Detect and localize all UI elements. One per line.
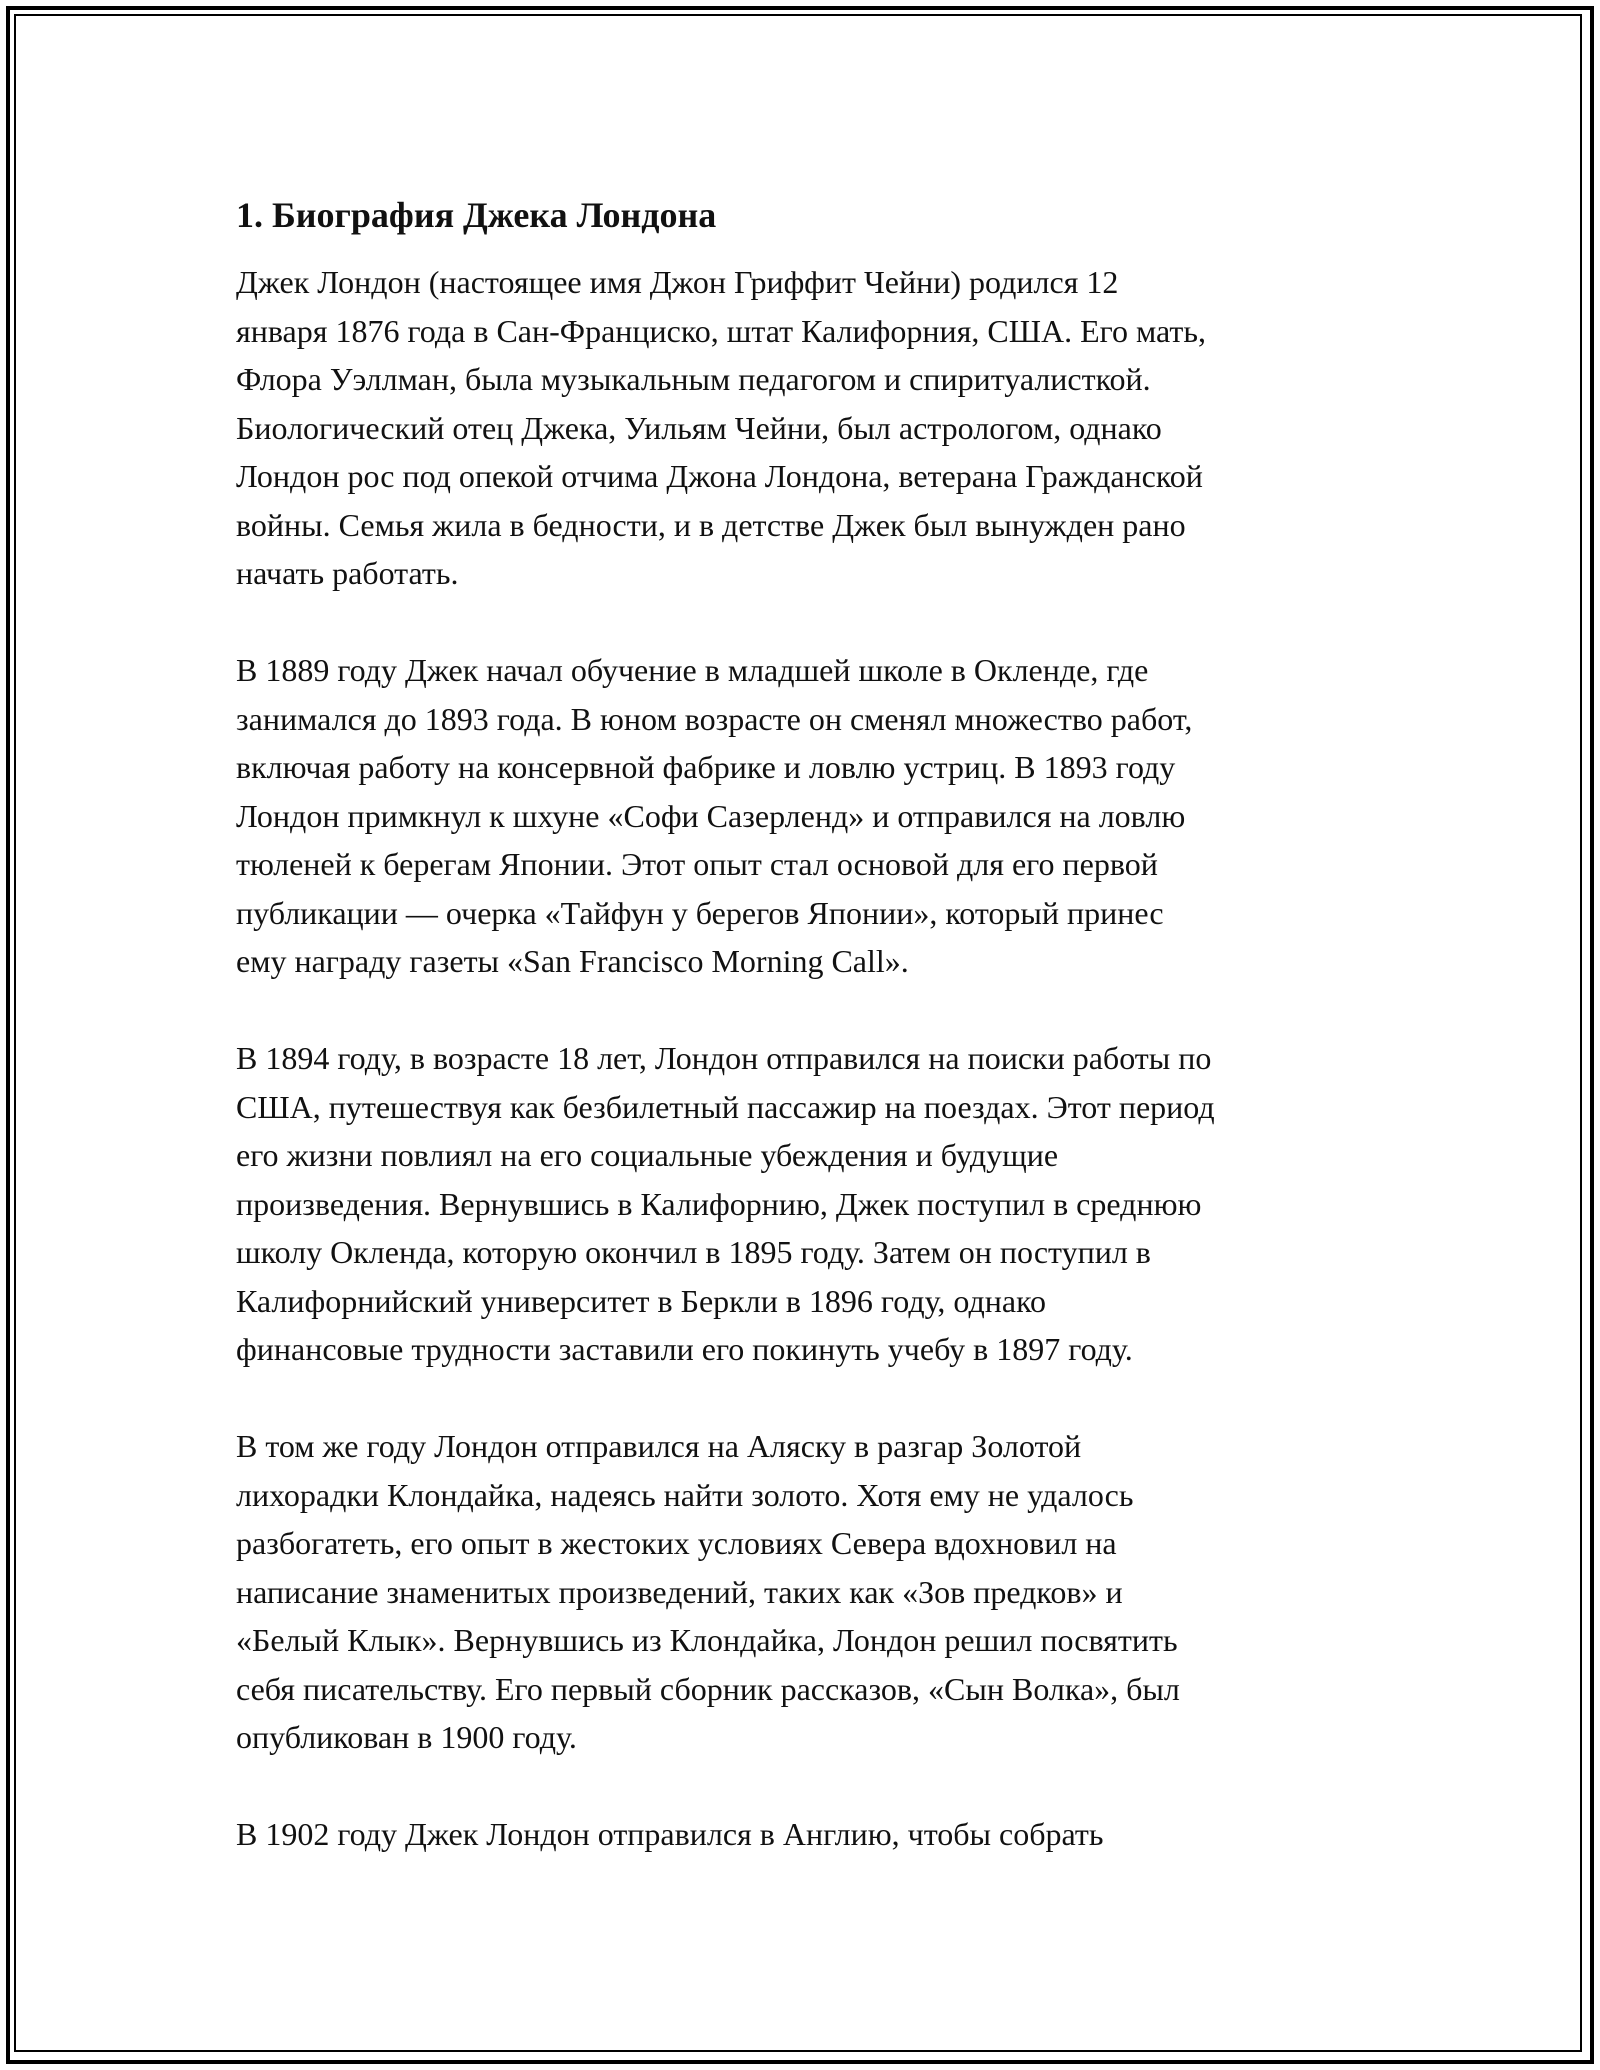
text-line: включая работу на консервной фабрике и ловлю устриц. В 1893 году — [236, 749, 1176, 785]
text-line: публикации — очерка «Тайфун у берегов Японии», который принес — [236, 894, 1164, 931]
text-line: написание знаменитых произведений, таких как «Зов предков» и — [236, 1573, 1123, 1610]
text-line: занимался до 1893 года. В юном возрасте он сменял множество работ, — [236, 700, 1193, 737]
text-line: Джек Лондон (настоящее имя Джон Гриффит Чейни) родился 12 — [236, 264, 1119, 300]
document-body — [236, 186, 1376, 1907]
text-line: Лондон примкнул к шхуне «Софи Сазерленд» и отправился на ловлю — [236, 797, 1186, 834]
text-line: начать работать. — [236, 555, 459, 591]
text-line: произведения. Вернувшись в Калифорнию, Джек поступил в среднюю — [236, 1185, 1202, 1222]
text-line: В 1902 году Джек Лондон отправился в Англию, чтобы собрать — [236, 1816, 1104, 1852]
text-line: его жизни повлиял на его социальные убеждения и будущие — [236, 1137, 1059, 1173]
text-line: Калифорнийский университет в Беркли в 1896 году, однако — [236, 1282, 1047, 1319]
text-line: Биологический отец Джека, Уильям Чейни, был астрологом, однако — [236, 409, 1162, 446]
text-line: разбогатеть, его опыт в жестоких условиях Севера вдохновил на — [236, 1525, 1117, 1561]
text-line: себя писательству. Его первый сборник рассказов, «Сын Волка», был — [236, 1670, 1180, 1707]
text-line: ему награду газеты «San Francisco Morning Call». — [236, 943, 909, 979]
text-line: января 1876 года в Сан-Франциско, штат Калифорния, США. Его мать, — [236, 312, 1206, 349]
text-line: войны. Семья жила в бедности, и в детстве Джек был вынужден рано — [236, 506, 1186, 543]
text-line: США, путешествуя как безбилетный пассажир на поездах. Этот период — [236, 1088, 1215, 1125]
paragraph-klondike — [236, 1422, 1376, 1762]
text-line: Флора Уэллман, была музыкальным педагогом и спиритуалисткой. — [236, 361, 1151, 397]
paragraph-travels-education — [236, 1034, 1376, 1374]
text-line: школу Окленда, которую окончил в 1895 году. Затем он поступил в — [236, 1234, 1151, 1270]
text-line: В 1889 году Джек начал обучение в младшей школе в Окленде, где — [236, 652, 1149, 688]
text-line: «Белый Клык». Вернувшись из Клондайка, Лондон решил посвятить — [236, 1622, 1178, 1658]
text-line: В 1894 году, в возрасте 18 лет, Лондон отправился на поиски работы по — [236, 1040, 1212, 1076]
text-line: лихорадки Клондайка, надеясь найти золото. Хотя ему не удалось — [236, 1476, 1134, 1513]
text-line: финансовые трудности заставили его покинуть учебу в 1897 году. — [236, 1331, 1133, 1367]
paragraph-england — [236, 1810, 1376, 1859]
text-line: опубликован в 1900 году. — [236, 1719, 577, 1755]
text-line: Лондон рос под опекой отчима Джона Лондона, ветерана Гражданской — [236, 458, 1203, 494]
text-line: тюленей к берегам Японии. Этот опыт стал основой для его первой — [236, 846, 1158, 882]
paragraph-youth — [236, 646, 1376, 986]
section-heading: 1. Биография Джека Лондона — [236, 195, 717, 235]
text-line: В том же году Лондон отправился на Аляску в разгар Золотой — [236, 1428, 1082, 1464]
paragraph-early-life — [236, 258, 1376, 598]
